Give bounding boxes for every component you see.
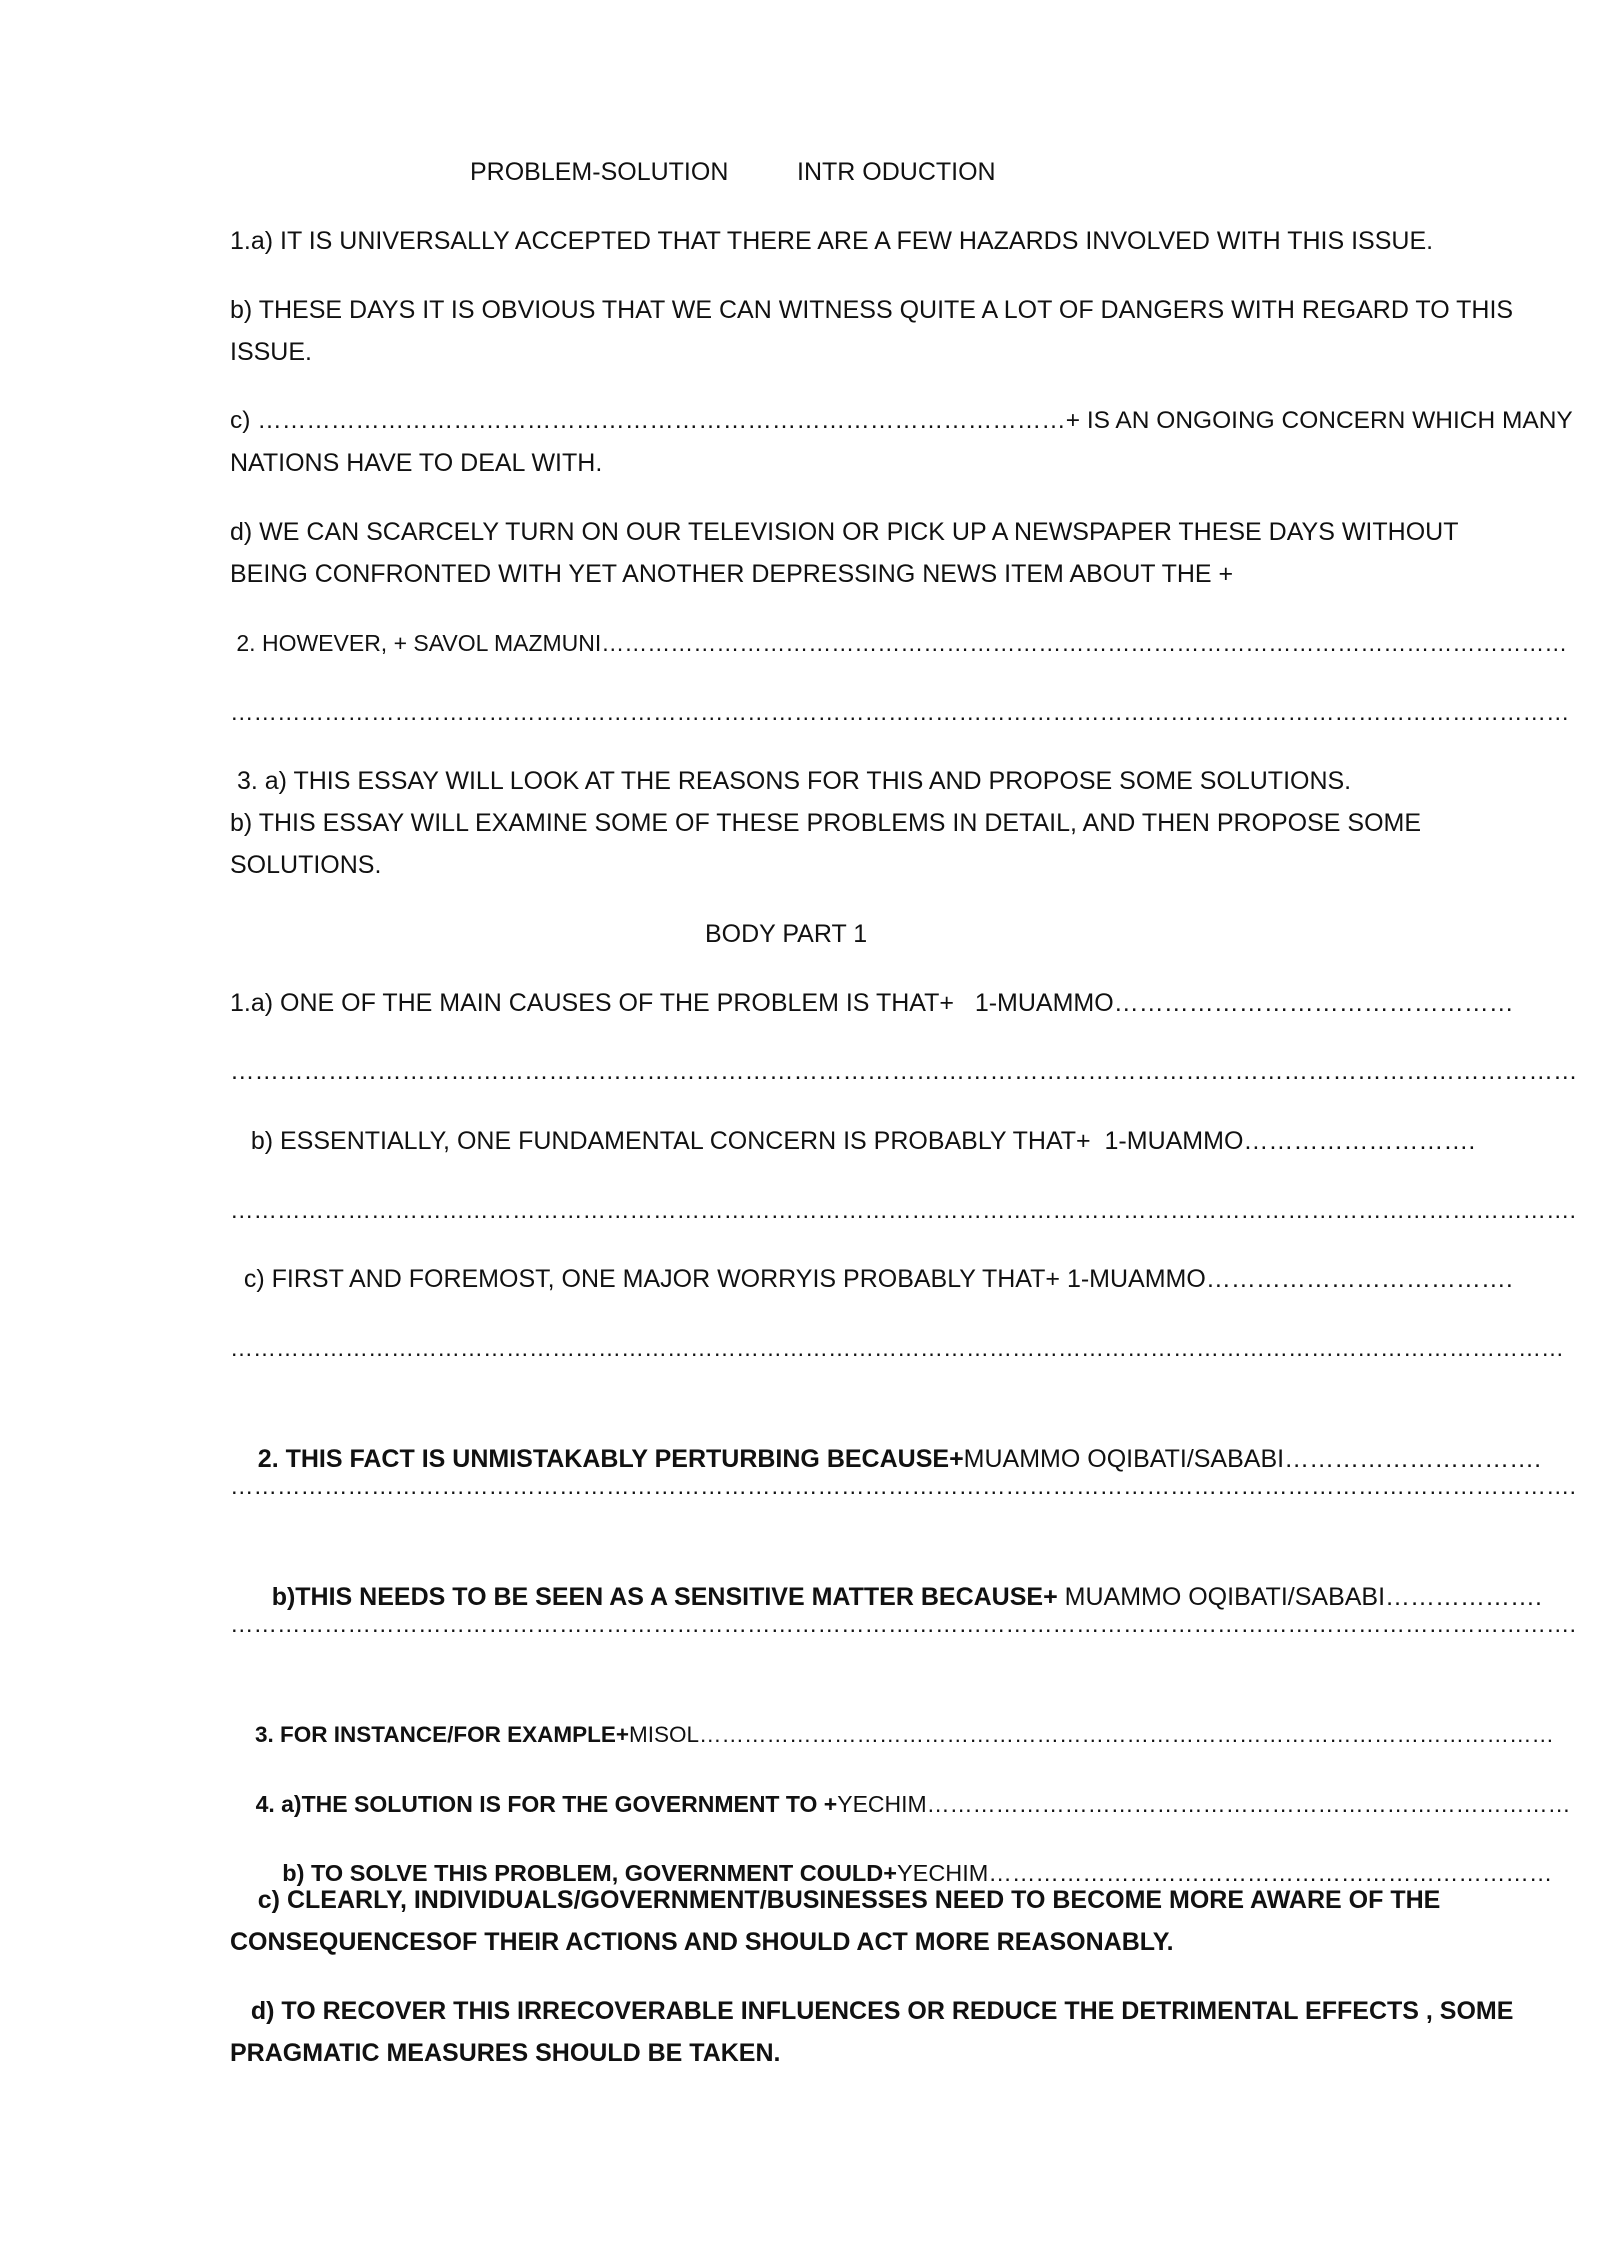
intro-line-1d-cont: BEING CONFRONTED WITH YET ANOTHER DEPRESSING NEWS ITEM ABOUT THE + (230, 560, 1234, 588)
intro-line-3b: b) THIS ESSAY WILL EXAMINE SOME OF THESE PROBLEMS IN DETAIL, AND THEN PROPOSE SOME (230, 809, 1422, 837)
body-line-2b-bold: b)THIS NEEDS TO BE SEEN AS A SENSITIVE MATTER BECAUSE+ (257, 1583, 1058, 1611)
body-line-2-bold: 2. THIS FACT IS UNMISTAKABLY PERTURBING BECAUSE+ (257, 1445, 964, 1473)
body-heading: BODY PART 1 (705, 920, 868, 948)
body-dotted-line-1a: ………………………………………………………………………………………………………………………………………………… (230, 1058, 1578, 1085)
intro-line-3a: 3. a) THIS ESSAY WILL LOOK AT THE REASONS FOR THIS AND PROPOSE SOME SOLUTIONS. (230, 767, 1352, 795)
title-right: INTR ODUCTION (797, 158, 996, 186)
body-line-1c: c) FIRST AND FOREMOST, ONE MAJOR WORRYIS PROBABLY THAT+ 1-MUAMMO………………………………. (230, 1265, 1513, 1293)
title-left: PROBLEM-SOLUTION (470, 158, 729, 186)
body-line-1a: 1.a) ONE OF THE MAIN CAUSES OF THE PROBLEM IS THAT+ 1-MUAMMO………………………………………… (230, 989, 1514, 1017)
body-line-3-rest: MISOL…………………………………………………………………………………………………… (629, 1722, 1555, 1747)
intro-line-1d: d) WE CAN SCARCELY TURN ON OUR TELEVISION OR PICK UP A NEWSPAPER THESE DAYS WITHOUT (230, 518, 1459, 546)
body-line-3-bold: 3. FOR INSTANCE/FOR EXAMPLE+ (255, 1722, 630, 1747)
body-line-4c: c) CLEARLY, INDIVIDUALS/GOVERNMENT/BUSINESSES NEED TO BECOME MORE AWARE OF THE (230, 1886, 1441, 1914)
body-line-1b: b) ESSENTIALLY, ONE FUNDAMENTAL CONCERN IS PROBABLY THAT+ 1-MUAMMO………………………. (230, 1127, 1476, 1155)
body-dotted-line-2b: ………………………………………………………………………………………………………………………………………………………. (230, 1611, 1577, 1637)
body-line-4c-cont: CONSEQUENCESOF THEIR ACTIONS AND SHOULD ACT MORE REASONABLY. (230, 1928, 1174, 1956)
intro-line-1c: c) ………………………………………………………………………………………+ IS AN ONGOING CONCERN WHICH MANY (230, 407, 1573, 434)
intro-line-1b: b) THESE DAYS IT IS OBVIOUS THAT WE CAN WITNESS QUITE A LOT OF DANGERS WITH REGARD TO THIS (230, 296, 1514, 324)
body-line-4b-rest: YECHIM……………………………………………………………… (896, 1860, 1553, 1886)
body-line-2b-rest: MUAMMO OQIBATI/SABABI………………. (1057, 1583, 1542, 1611)
intro-line-1b-cont: ISSUE. (230, 338, 312, 366)
intro-dotted-line: ……………………………………………………………………………………………………………………………………………………… (230, 699, 1570, 725)
body-dotted-line-1b: ………………………………………………………………………………………………………………………………………………………. (230, 1197, 1577, 1223)
intro-line-3b-cont: SOLUTIONS. (230, 851, 382, 879)
intro-line-2: 2. HOWEVER, + SAVOL MAZMUNI……………………………………………………………………………………………………………… (230, 630, 1568, 656)
body-dotted-line-2: ………………………………………………………………………………………………………………………………………………………. (230, 1473, 1577, 1499)
body-line-4d: d) TO RECOVER THIS IRRECOVERABLE INFLUENCES OR REDUCE THE DETRIMENTAL EFFECTS , SOME (230, 1997, 1514, 2025)
intro-line-1a: 1.a) IT IS UNIVERSALLY ACCEPTED THAT THERE ARE A FEW HAZARDS INVOLVED WITH THIS ISSUE. (230, 227, 1434, 255)
body-line-4b-bold: b) TO SOLVE THIS PROBLEM, GOVERNMENT COULD+ (256, 1860, 897, 1886)
body-line-4a-bold: 4. a)THE SOLUTION IS FOR THE GOVERNMENT TO + (255, 1791, 838, 1817)
body-line-4d-cont: PRAGMATIC MEASURES SHOULD BE TAKEN. (230, 2039, 781, 2067)
body-line-4a-rest: YECHIM………………………………………………………………………… (837, 1791, 1571, 1817)
body-dotted-line-1c: ………………………………………………………………………………………………………………………………………………………… (230, 1335, 1564, 1361)
body-line-2-rest: MUAMMO OQIBATI/SABABI…………………………. (963, 1445, 1542, 1473)
intro-line-1c-cont: NATIONS HAVE TO DEAL WITH. (230, 449, 603, 477)
